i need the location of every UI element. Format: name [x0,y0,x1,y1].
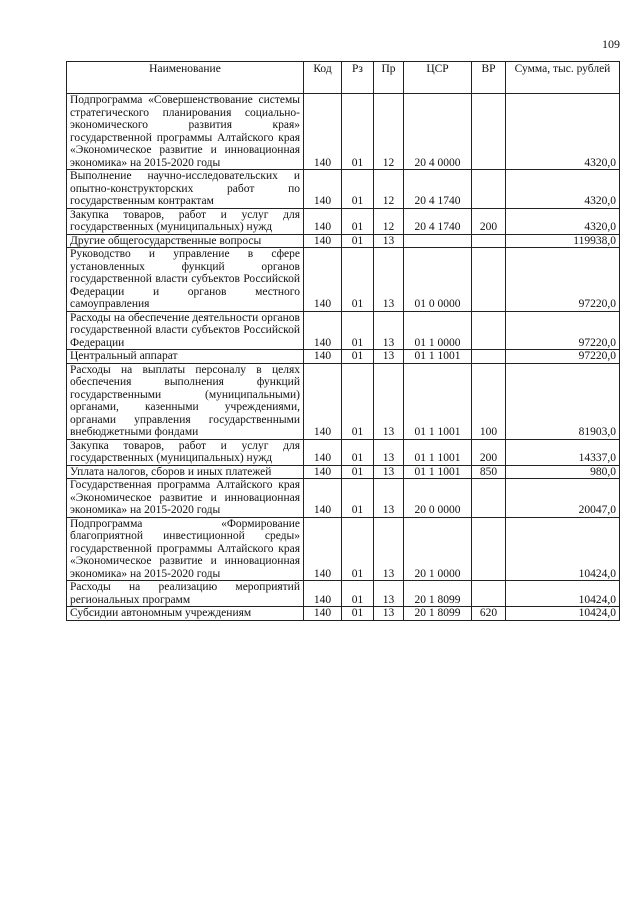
cell-sum: 119938,0 [506,234,620,248]
table-row [67,479,620,518]
cell-csr: 20 1 0000 [404,517,472,581]
cell-sum: 980,0 [506,465,620,479]
cell-kod: 140 [304,311,342,350]
table-row [67,94,620,170]
table-row [67,170,620,209]
cell-name: Субсидии автономным учреждениям [67,607,304,621]
cell-vr [472,517,506,581]
cell-kod: 140 [304,517,342,581]
cell-csr: 20 4 1740 [404,208,472,234]
header-vr: ВР [472,62,506,94]
header-rz: Рз [342,62,374,94]
cell-name: Закупка товаров, работ и услуг для государственных (муниципальных) нужд [67,208,304,234]
table-row [67,581,620,607]
cell-pr: 13 [374,363,404,439]
cell-sum: 20047,0 [506,479,620,518]
cell-sum: 10424,0 [506,607,620,621]
cell-pr: 13 [374,350,404,364]
cell-rz: 01 [342,248,374,312]
cell-kod: 140 [304,581,342,607]
cell-rz: 01 [342,363,374,439]
cell-name: Подпрограмма «Формирование благоприятной инвестиционной среды» государственной программы Алтайского края «Экономическое развитие и инновационная экономика» на 2015-2020 годы [67,517,304,581]
cell-rz: 01 [342,170,374,209]
cell-sum: 4320,0 [506,94,620,170]
cell-kod: 140 [304,479,342,518]
cell-rz: 01 [342,581,374,607]
cell-sum: 81903,0 [506,363,620,439]
table-row [67,311,620,350]
cell-kod: 140 [304,208,342,234]
page-number: 109 [602,37,620,51]
cell-name: Руководство и управление в сфере установленных функций органов государственной власти субъектов Российской Федерации и органов местного самоуправления [67,248,304,312]
cell-sum: 10424,0 [506,581,620,607]
table-row [67,439,620,465]
cell-sum: 97220,0 [506,311,620,350]
cell-kod: 140 [304,94,342,170]
cell-csr: 20 0 0000 [404,479,472,518]
cell-vr: 850 [472,465,506,479]
cell-pr: 12 [374,170,404,209]
cell-kod: 140 [304,363,342,439]
cell-pr: 13 [374,248,404,312]
cell-rz: 01 [342,517,374,581]
table-header-row [67,62,620,94]
table-row [67,248,620,312]
cell-name: Расходы на реализацию мероприятий региональных программ [67,581,304,607]
cell-vr: 620 [472,607,506,621]
cell-pr: 13 [374,311,404,350]
cell-rz: 01 [342,439,374,465]
cell-name: Расходы на обеспечение деятельности органов государственной власти субъектов Российской Федерации [67,311,304,350]
table-row [67,208,620,234]
cell-kod: 140 [304,234,342,248]
cell-sum: 4320,0 [506,208,620,234]
cell-pr: 12 [374,94,404,170]
cell-kod: 140 [304,607,342,621]
cell-rz: 01 [342,234,374,248]
table-row [67,517,620,581]
cell-name: Расходы на выплаты персоналу в целях обеспечения выполнения функций государственными (муниципальными) органами, казенными учреждениями, органами управления государственными внебюджетными фондами [67,363,304,439]
table-row [67,465,620,479]
cell-pr: 13 [374,439,404,465]
cell-pr: 12 [374,208,404,234]
cell-rz: 01 [342,607,374,621]
cell-rz: 01 [342,479,374,518]
cell-kod: 140 [304,248,342,312]
cell-csr: 20 1 8099 [404,607,472,621]
cell-csr: 01 1 1001 [404,350,472,364]
header-pr: Пр [374,62,404,94]
cell-pr: 13 [374,517,404,581]
header-sum: Сумма, тыс. рублей [506,62,620,94]
cell-name: Другие общегосударственные вопросы [67,234,304,248]
table-body [67,94,620,621]
cell-vr [472,170,506,209]
cell-name: Центральный аппарат [67,350,304,364]
cell-kod: 140 [304,170,342,209]
cell-name: Подпрограмма «Совершенствование системы стратегического планирования социально-экономического развития края» государственной программы Алтайского края «Экономическое развитие и инновационная экономика» на 2015-2020 годы [67,94,304,170]
cell-vr [472,350,506,364]
cell-kod: 140 [304,350,342,364]
cell-rz: 01 [342,94,374,170]
budget-table [66,61,620,621]
header-csr: ЦСР [404,62,472,94]
cell-name: Закупка товаров, работ и услуг для государственных (муниципальных) нужд [67,439,304,465]
cell-csr: 01 1 1001 [404,439,472,465]
cell-csr: 20 4 0000 [404,94,472,170]
cell-sum: 14337,0 [506,439,620,465]
cell-csr: 01 1 0000 [404,311,472,350]
cell-csr: 20 4 1740 [404,170,472,209]
cell-name: Уплата налогов, сборов и иных платежей [67,465,304,479]
cell-pr: 13 [374,479,404,518]
cell-rz: 01 [342,350,374,364]
cell-pr: 13 [374,234,404,248]
cell-vr: 200 [472,208,506,234]
cell-vr: 100 [472,363,506,439]
cell-vr [472,234,506,248]
cell-csr: 20 1 8099 [404,581,472,607]
cell-vr: 200 [472,439,506,465]
header-kod: Код [304,62,342,94]
table-row [67,350,620,364]
cell-vr [472,311,506,350]
cell-pr: 13 [374,581,404,607]
cell-rz: 01 [342,465,374,479]
cell-vr [472,479,506,518]
cell-sum: 10424,0 [506,517,620,581]
cell-name: Государственная программа Алтайского края «Экономическое развитие и инновационная экономика» на 2015-2020 годы [67,479,304,518]
cell-vr [472,581,506,607]
cell-sum: 97220,0 [506,248,620,312]
cell-csr: 01 1 1001 [404,363,472,439]
cell-sum: 97220,0 [506,350,620,364]
cell-csr [404,234,472,248]
cell-sum: 4320,0 [506,170,620,209]
cell-vr [472,94,506,170]
cell-pr: 13 [374,607,404,621]
table-row [67,363,620,439]
table-row [67,607,620,621]
cell-rz: 01 [342,311,374,350]
cell-csr: 01 1 1001 [404,465,472,479]
cell-kod: 140 [304,439,342,465]
cell-name: Выполнение научно-исследовательских и опытно-конструкторских работ по государственным контрактам [67,170,304,209]
cell-csr: 01 0 0000 [404,248,472,312]
header-name: Наименование [67,62,304,94]
cell-rz: 01 [342,208,374,234]
cell-pr: 13 [374,465,404,479]
table-row [67,234,620,248]
cell-kod: 140 [304,465,342,479]
cell-vr [472,248,506,312]
